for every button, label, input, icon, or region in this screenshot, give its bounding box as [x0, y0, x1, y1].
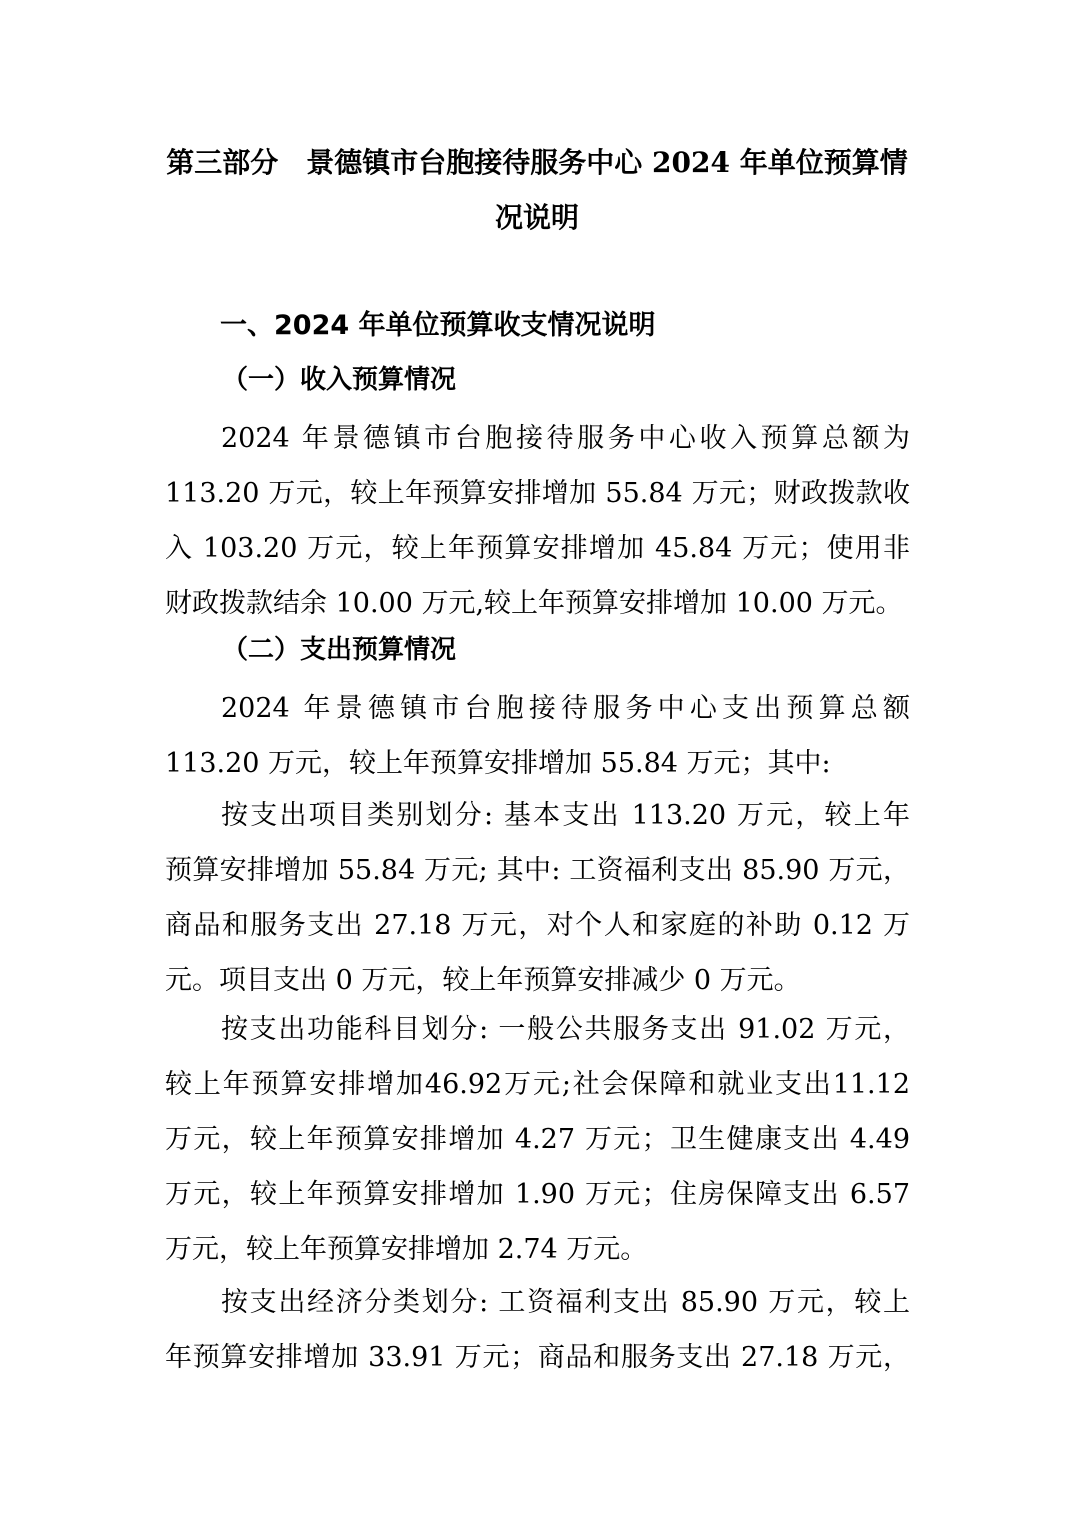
paragraph-line: 2024 年景德镇市台胞接待服务中心收入预算总额为: [221, 423, 910, 454]
expense-by-economic-paragraph: [165, 1275, 910, 1385]
subsection-heading-expense: （二）支出预算情况: [222, 635, 457, 665]
paragraph-line: 按支出经济分类划分: 工资福利支出 85.90 万元，较上: [221, 1287, 910, 1318]
expense-total-paragraph: [165, 681, 910, 791]
paragraph-line: 按支出项目类别划分: 基本支出 113.20 万元，较上年: [221, 800, 910, 831]
paragraph-line: 商品和服务支出 27.18 万元，对个人和家庭的补助 0.12 万: [165, 910, 910, 941]
paragraph-line: 113.20 万元，较上年预算安排增加 55.84 万元；其中:: [165, 748, 831, 779]
section-heading-1: 一、2024 年单位预算收支情况说明: [220, 310, 656, 341]
paragraph-line: 113.20 万元，较上年预算安排增加 55.84 万元；财政拨款收: [165, 478, 910, 509]
paragraph-line: 预算安排增加 55.84 万元; 其中: 工资福利支出 85.90 万元，: [165, 855, 910, 886]
paragraph-line: 较上年预算安排增加46.92万元;社会保障和就业支出11.12: [165, 1069, 910, 1100]
paragraph-line: 万元，较上年预算安排增加 2.74 万元。: [165, 1234, 648, 1265]
paragraph-line: 年预算安排增加 33.91 万元；商品和服务支出 27.18 万元，: [165, 1342, 910, 1373]
paragraph-line: 万元，较上年预算安排增加 1.90 万元；住房保障支出 6.57: [165, 1179, 910, 1210]
subsection-heading-income: （一）收入预算情况: [222, 365, 457, 395]
title-line-1: 第三部分 景德镇市台胞接待服务中心 2024 年单位预算情: [166, 146, 908, 179]
expense-by-function-paragraph: [165, 1002, 910, 1277]
paragraph-line: 按支出功能科目划分: 一般公共服务支出 91.02 万元，: [221, 1014, 910, 1045]
expense-by-category-paragraph: [165, 788, 910, 1008]
paragraph-line: 2024 年景德镇市台胞接待服务中心支出预算总额: [221, 693, 910, 724]
document-title: [150, 135, 924, 245]
title-line-2: 况说明: [494, 201, 579, 234]
paragraph-line: 财政拨款结余 10.00 万元,较上年预算安排增加 10.00 万元。: [165, 588, 903, 619]
paragraph-line: 入 103.20 万元，较上年预算安排增加 45.84 万元；使用非: [165, 533, 910, 564]
income-paragraph: [165, 411, 910, 631]
paragraph-line: 元。项目支出 0 万元，较上年预算安排减少 0 万元。: [165, 965, 801, 996]
paragraph-line: 万元，较上年预算安排增加 4.27 万元；卫生健康支出 4.49: [165, 1124, 910, 1155]
